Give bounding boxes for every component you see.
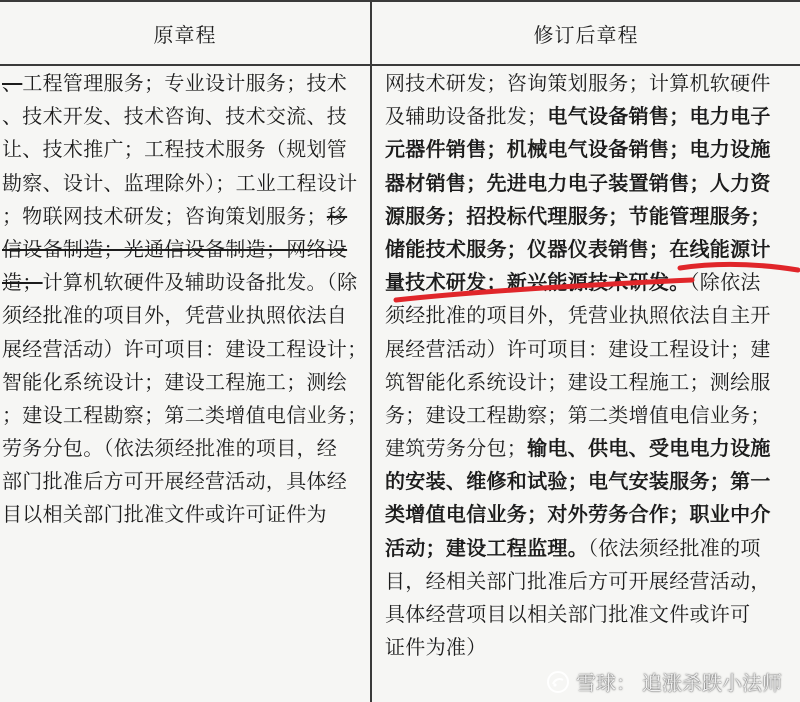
right-segment: 电气设备销售；电力电子 xyxy=(547,104,771,129)
left-segment: 勘察、设计、监理除外）；工业工程设计 xyxy=(2,170,358,195)
left-line xyxy=(2,465,364,498)
right-line xyxy=(385,465,797,498)
original-column xyxy=(0,0,371,702)
right-line xyxy=(385,366,797,399)
left-segment: 须经批准的项目外，凭营业执照依法自 xyxy=(2,303,348,328)
right-segment: 网技术研发；咨询策划服务；计算机软硬件 xyxy=(385,71,771,95)
right-line xyxy=(385,167,797,200)
right-line xyxy=(385,631,797,664)
right-line xyxy=(385,299,797,332)
right-segment: 类增值电信业务；对外劳务合作；职业中介 xyxy=(385,502,771,527)
left-line xyxy=(2,200,364,233)
left-segment: 展经营活动）许可项目：建设工程设计； xyxy=(2,336,368,361)
right-segment: 活动；建设工程监理。 xyxy=(385,535,588,560)
right-segment: 量技术研发；新兴能源技术研发。 xyxy=(385,270,690,295)
left-segment: ；建设工程勘察；第二类增值电信业务； xyxy=(2,402,368,427)
right-line xyxy=(385,532,797,565)
left-segment: 、 xyxy=(2,71,23,95)
right-segment: 目，经相关部门批准后方可开展经营活动， xyxy=(385,568,771,593)
left-line xyxy=(2,399,368,432)
left-line xyxy=(2,366,364,399)
left-line xyxy=(2,266,364,299)
left-line xyxy=(2,100,364,133)
left-segment: 劳务分包。（依法须经批准的项目，经 xyxy=(2,436,338,461)
right-segment: 展经营活动）许可项目：建设工程设计；建 xyxy=(385,336,771,361)
left-segment: 计算机软硬件及辅助设备批发。（除 xyxy=(42,270,358,295)
header-revised-charter: 修订后章程 xyxy=(533,22,639,47)
left-line xyxy=(2,133,364,166)
right-segment: 元器件销售；机械电气设备销售；电力设施 xyxy=(385,137,771,162)
right-segment: 储能技术服务；仪器仪表销售；在线能源计 xyxy=(385,236,771,261)
right-segment: 及辅助设备批发； xyxy=(385,104,548,129)
left-line xyxy=(2,167,364,200)
right-line xyxy=(385,233,797,266)
left-segment: 让、技术推广；工程技术服务（规划管 xyxy=(2,137,348,162)
right-line xyxy=(385,200,797,233)
left-segment: 造； xyxy=(2,270,43,295)
right-line xyxy=(385,333,797,366)
left-segment: 移 xyxy=(326,203,348,228)
right-segment: 筑智能化系统设计；建设工程施工；测绘服 xyxy=(385,369,771,394)
left-segment: 、技术开发、技术咨询、技术交流、技 xyxy=(2,104,348,129)
right-segment: 器材销售；先进电力电子装置销售；人力资 xyxy=(385,170,771,195)
left-line xyxy=(2,432,364,465)
right-line xyxy=(385,565,797,598)
left-segment: 部门批准后方可开展经营活动，具体经 xyxy=(2,469,348,494)
right-segment: 须经批准的项目外，凭营业执照依法自主开 xyxy=(385,303,771,328)
right-line xyxy=(385,498,797,531)
left-line xyxy=(2,333,368,366)
left-segment: 信设备制造；光通信设备制造；网络设 xyxy=(2,236,348,261)
right-segment: 具体经营项目以相关部门批准文件或许可 xyxy=(385,602,751,626)
right-segment: 源服务；招投标代理服务；节能管理服务； xyxy=(385,203,771,228)
right-segment: 的安装、维修和试验；电气安装服务；第一 xyxy=(385,469,771,494)
right-line xyxy=(385,432,797,465)
right-segment: 证件为准） xyxy=(385,635,487,660)
watermark xyxy=(546,667,782,696)
snowball-logo-icon xyxy=(546,670,570,694)
left-line xyxy=(2,67,364,100)
right-line xyxy=(385,266,797,299)
right-segment: （除依法 xyxy=(689,270,761,295)
right-line xyxy=(385,100,797,133)
original-charter-text xyxy=(2,67,368,532)
left-line xyxy=(2,498,364,531)
watermark-author: 追涨杀跌小法师 xyxy=(642,671,782,695)
watermark-brand: 雪球： xyxy=(576,671,636,695)
revised-charter-text xyxy=(385,67,797,664)
header-original-charter: 原章程 xyxy=(153,22,217,47)
left-line xyxy=(2,299,364,332)
right-line xyxy=(385,67,797,100)
right-line xyxy=(385,133,797,166)
right-line xyxy=(385,598,797,631)
right-segment: 务；建设工程勘察；第二类增值电信业务； xyxy=(385,402,771,427)
right-line xyxy=(385,399,797,432)
left-segment: ；物联网技术研发；咨询策划服务； xyxy=(2,203,327,228)
right-segment: （依法须经批准的项 xyxy=(588,535,761,560)
left-line xyxy=(2,233,364,266)
left-segment: 目以相关部门批准文件或许可证件为 xyxy=(2,502,327,527)
right-segment: 建筑劳务分包； xyxy=(385,436,528,461)
left-segment: 工程管理服务；专业设计服务；技术 xyxy=(22,71,348,95)
right-segment: 输电、供电、受电电力设施 xyxy=(527,436,771,461)
revised-column xyxy=(372,0,800,702)
left-segment: 智能化系统设计；建设工程施工；测绘 xyxy=(2,369,348,394)
